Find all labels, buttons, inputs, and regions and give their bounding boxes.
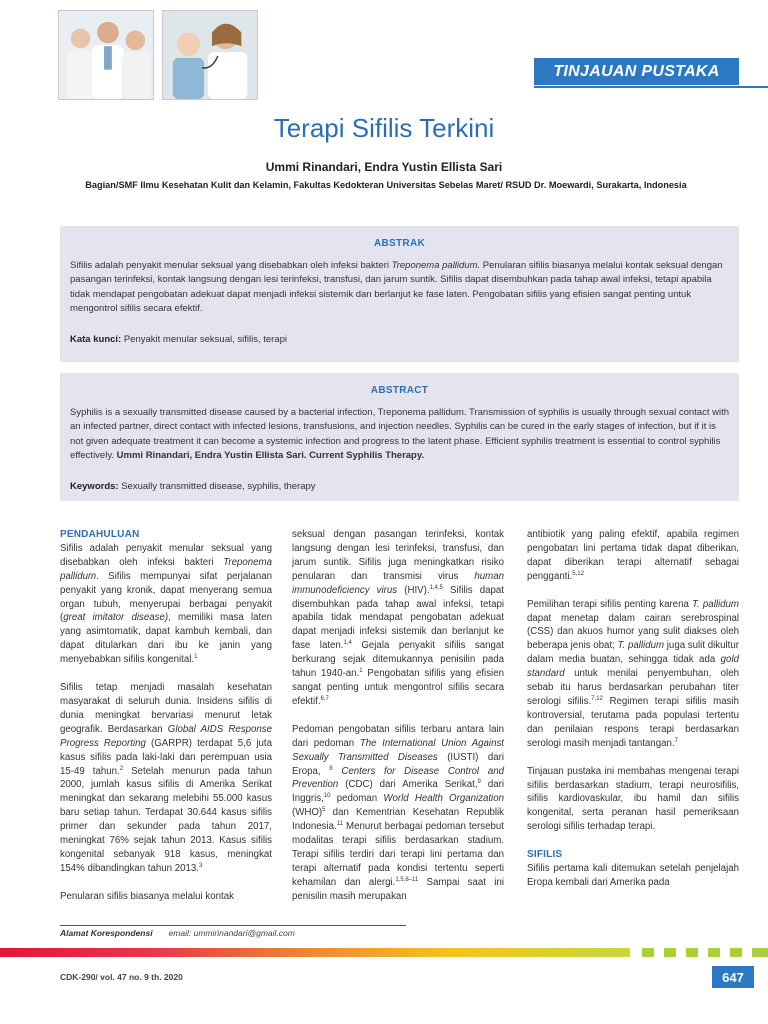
paragraph: Sifilis tetap menjadi masalah kesehatan masyarakat di seluruh dunia. Insidens sifilis di dunia meningkat bervariasi menurut letak geografik. Berdasarkan Global AIDS Response Progress Reporting (GARPR) terdapat 5,6 juta kasus sifilis pada laki-laki dan perempuan usia 15-49 tahun.$^2$ Setelah menurun pada tahun 2000, jumlah kasus sifilis di Amerika Serikat meningkat dan sekarang melebihi 55.000 kasus baru setiap tahun. Terdapat 30.644 kasus sifilis primer dan sekunder pada tahun 2017, meningkat 76% sejak tahun 2013. Kasus sifilis kongenital sebanyak 918 kasus, meningkat 154% dibandingkan tahun 2013.$^3$ [60, 682, 273, 874]
paragraph: Pedoman pengobatan sifilis terbaru antara lain dari pedoman The International Union Against Sexually Transmitted Diseases (IUSTI) dari Eropa, $^8$ Centers for Disease Control and Prevention (CDC) dari Amerika Serikat,$^9$ dari Inggris,$^{10}$ pedoman World Health Organization (WHO)$^5$ dan Kementrian Kesehatan Republik Indonesia.$^{11}$ Menurut berbagai pedoman tersebut modalitas terapi sifilis berdasarkan stadium. Terapi sifilis terdiri dari terapi lini pertama dan terapi alternatif pada kondisi tertentu seperti kehamilan dan alergi.$^{1,5,8-11}$ Sampai saat ini penisilin masih merupakan [292, 723, 505, 902]
paragraph: Pemilihan terapi sifilis penting karena T. pallidum dapat menetap dalam cairan serebrospinal (CSS) dan akuos humor yang sulit diakses oleh beberapa jenis obat; T. pallidum juga sulit dikultur dalam media buatan, sehingga tidak ada gold standard untuk menilai penyembuhan, oleh sebab itu harus berdasarkan perubahan titer serologi sifilis.$^{7,12}$ Regimen terapi sifilis masih kontroversial, terutama pada populasi tertentu dan penilaian respons terapi berdasarkan serologi masih menjadi tantangan.$^7$ [527, 598, 739, 749]
section-label: TINJAUAN PUSTAKA [553, 62, 720, 80]
footer-square [664, 948, 676, 957]
correspondence-footnote [60, 928, 295, 938]
abstract-heading: ABSTRACT [370, 385, 429, 396]
correspondence-label: Alamat Korespondensi [60, 928, 153, 938]
abstract-citation: Ummi Rinandari, Endra Yustin Ellista Sari. Current Syphilis Therapy. [116, 450, 425, 462]
footer-square [708, 948, 720, 957]
body-column-1 [60, 528, 272, 918]
article-title: Terapi Sifilis Terkini [273, 113, 495, 143]
section-heading-sifilis: SIFILIS [527, 849, 563, 861]
nurse-child-photo [162, 10, 258, 100]
doctors-photo [58, 10, 154, 100]
abstract-keywords: Keywords: Sexually transmitted disease, syphilis, therapy [70, 480, 316, 492]
paragraph: Penularan sifilis biasanya melalui kontak [60, 890, 234, 902]
section-heading-pendahuluan: PENDAHULUAN [60, 529, 140, 540]
footer-square [686, 948, 698, 957]
abstrak-keywords: Kata kunci: Penyakit menular seksual, sifilis, terapi [70, 333, 288, 345]
footnote-rule [60, 925, 406, 926]
correspondence-email: email: ummirinandari@gmail.com [168, 928, 295, 938]
footer-square [730, 948, 742, 957]
article-affiliation: Bagian/SMF Ilmu Kesehatan Kulit dan Kelamin, Fakultas Kedokteran Universitas Sebelas Maret/ RSUD Dr. Moewardi, Surakarta, Indonesia [85, 180, 687, 190]
abstract-text: Syphilis is a sexually transmitted disease caused by a bacterial infection, Treponema pallidum. Transmission of syphilis is usually through sexual contact with an infected partner, direct contact with infected lesions, transfusions, and injection needles. Syphilis can be cured in the early stages of infection, but if it is not given adequate treatment it can become a systemic infection and progress to the latent phase. Efficient syphilis treatment is essential to control syphilis effectively. Ummi Rinandari, Endra Yustin Ellista Sari. Current Syphilis Therapy. [70, 407, 729, 462]
footer-gradient-bar [0, 948, 630, 957]
article-authors: Ummi Rinandari, Endra Yustin Ellista Sari [265, 160, 503, 174]
section-banner [534, 58, 739, 85]
abstrak-text: Sifilis adalah penyakit menular seksual yang disebabkan oleh infeksi bakteri Treponema pallidum. Penularan sifilis biasanya melalui kontak seksual dengan pasangan terinfeksi, kontak langsung dengan lesi terinfeksi, transfusi, dan jarum suntik. Sifilis dapat disembuhkan pada tahap awal infeksi, tetapi apabila tidak mendapat pengobatan adekuat dapat menjadi infeksi sistemik dan berlanjut ke fase laten. Pengobatan sifilis yang efisien sangat penting untuk mengontrol sifilis secara efektif. [70, 260, 723, 315]
paragraph: Sifilis pertama kali ditemukan setelah penjelajah Eropa kembali dari Amerika pada [527, 863, 739, 888]
abstrak-heading: ABSTRAK [374, 238, 425, 249]
abstract-box [60, 373, 739, 501]
page-number: 647 [712, 966, 754, 988]
paragraph: seksual dengan pasangan terinfeksi, kontak langsung dengan lesi terinfeksi, transfusi, dan jarum suntik. Sifilis juga meningkatkan risiko penularan dan transmisi virus human immunodeficiency virus (HIV).$^{1,4,5}$ Sifilis dapat disembuhkan pada tahap awal infeksi, tetapi apabila tidak mendapat pengobatan adekuat dapat menjadi infeksi sistemik dan berlanjut ke fase laten.$^{1,4}$ Gejala penyakit sifilis sangat berkurang sejak ditemukannya penisilin pada tahun 1940-an.$^1$ Pengobatan sifilis yang efisien sangat penting untuk mengontrol sifilis secara efektif.$^{6,7}$ [292, 529, 505, 707]
body-column-3 [527, 528, 739, 904]
abstrak-box [60, 226, 739, 362]
paragraph: Tinjauan pustaka ini membahas mengenai terapi sifilis berdasarkan stadium, terapi neurosifilis, sifilis kardiovaskular, ibu hamil dan sifilis kongenital, serta peranan hasil pemeriksaan serologi sifilis terhadap terapi. [527, 765, 739, 833]
body-column-2 [292, 528, 504, 918]
banner-underline [534, 86, 768, 88]
footer-square [642, 948, 654, 957]
footer-square [752, 948, 768, 957]
paragraph: antibiotik yang paling efektif, apabila regimen pengobatan lini pertama tidak dapat diberikan, dapat diberikan terapi alternatif sebagai pengganti.$^{5,12}$ [527, 529, 739, 582]
journal-info: CDK-290/ vol. 47 no. 9 th. 2020 [60, 972, 183, 982]
paragraph: Sifilis adalah penyakit menular seksual yang disebabkan oleh infeksi bakteri Treponema pallidum. Sifilis mempunyai sifat perjalanan penyakit yang kronik, dapat menyerang semua organ tubuh, menyerupai berbagai penyakit (great imitator disease), memiliki masa laten yang asimtomatik, dapat kambuh kembali, dan dapat ditularkan dari ibu ke janin yang menyebabkan sifilis kongenital.$^1$ [60, 542, 272, 666]
